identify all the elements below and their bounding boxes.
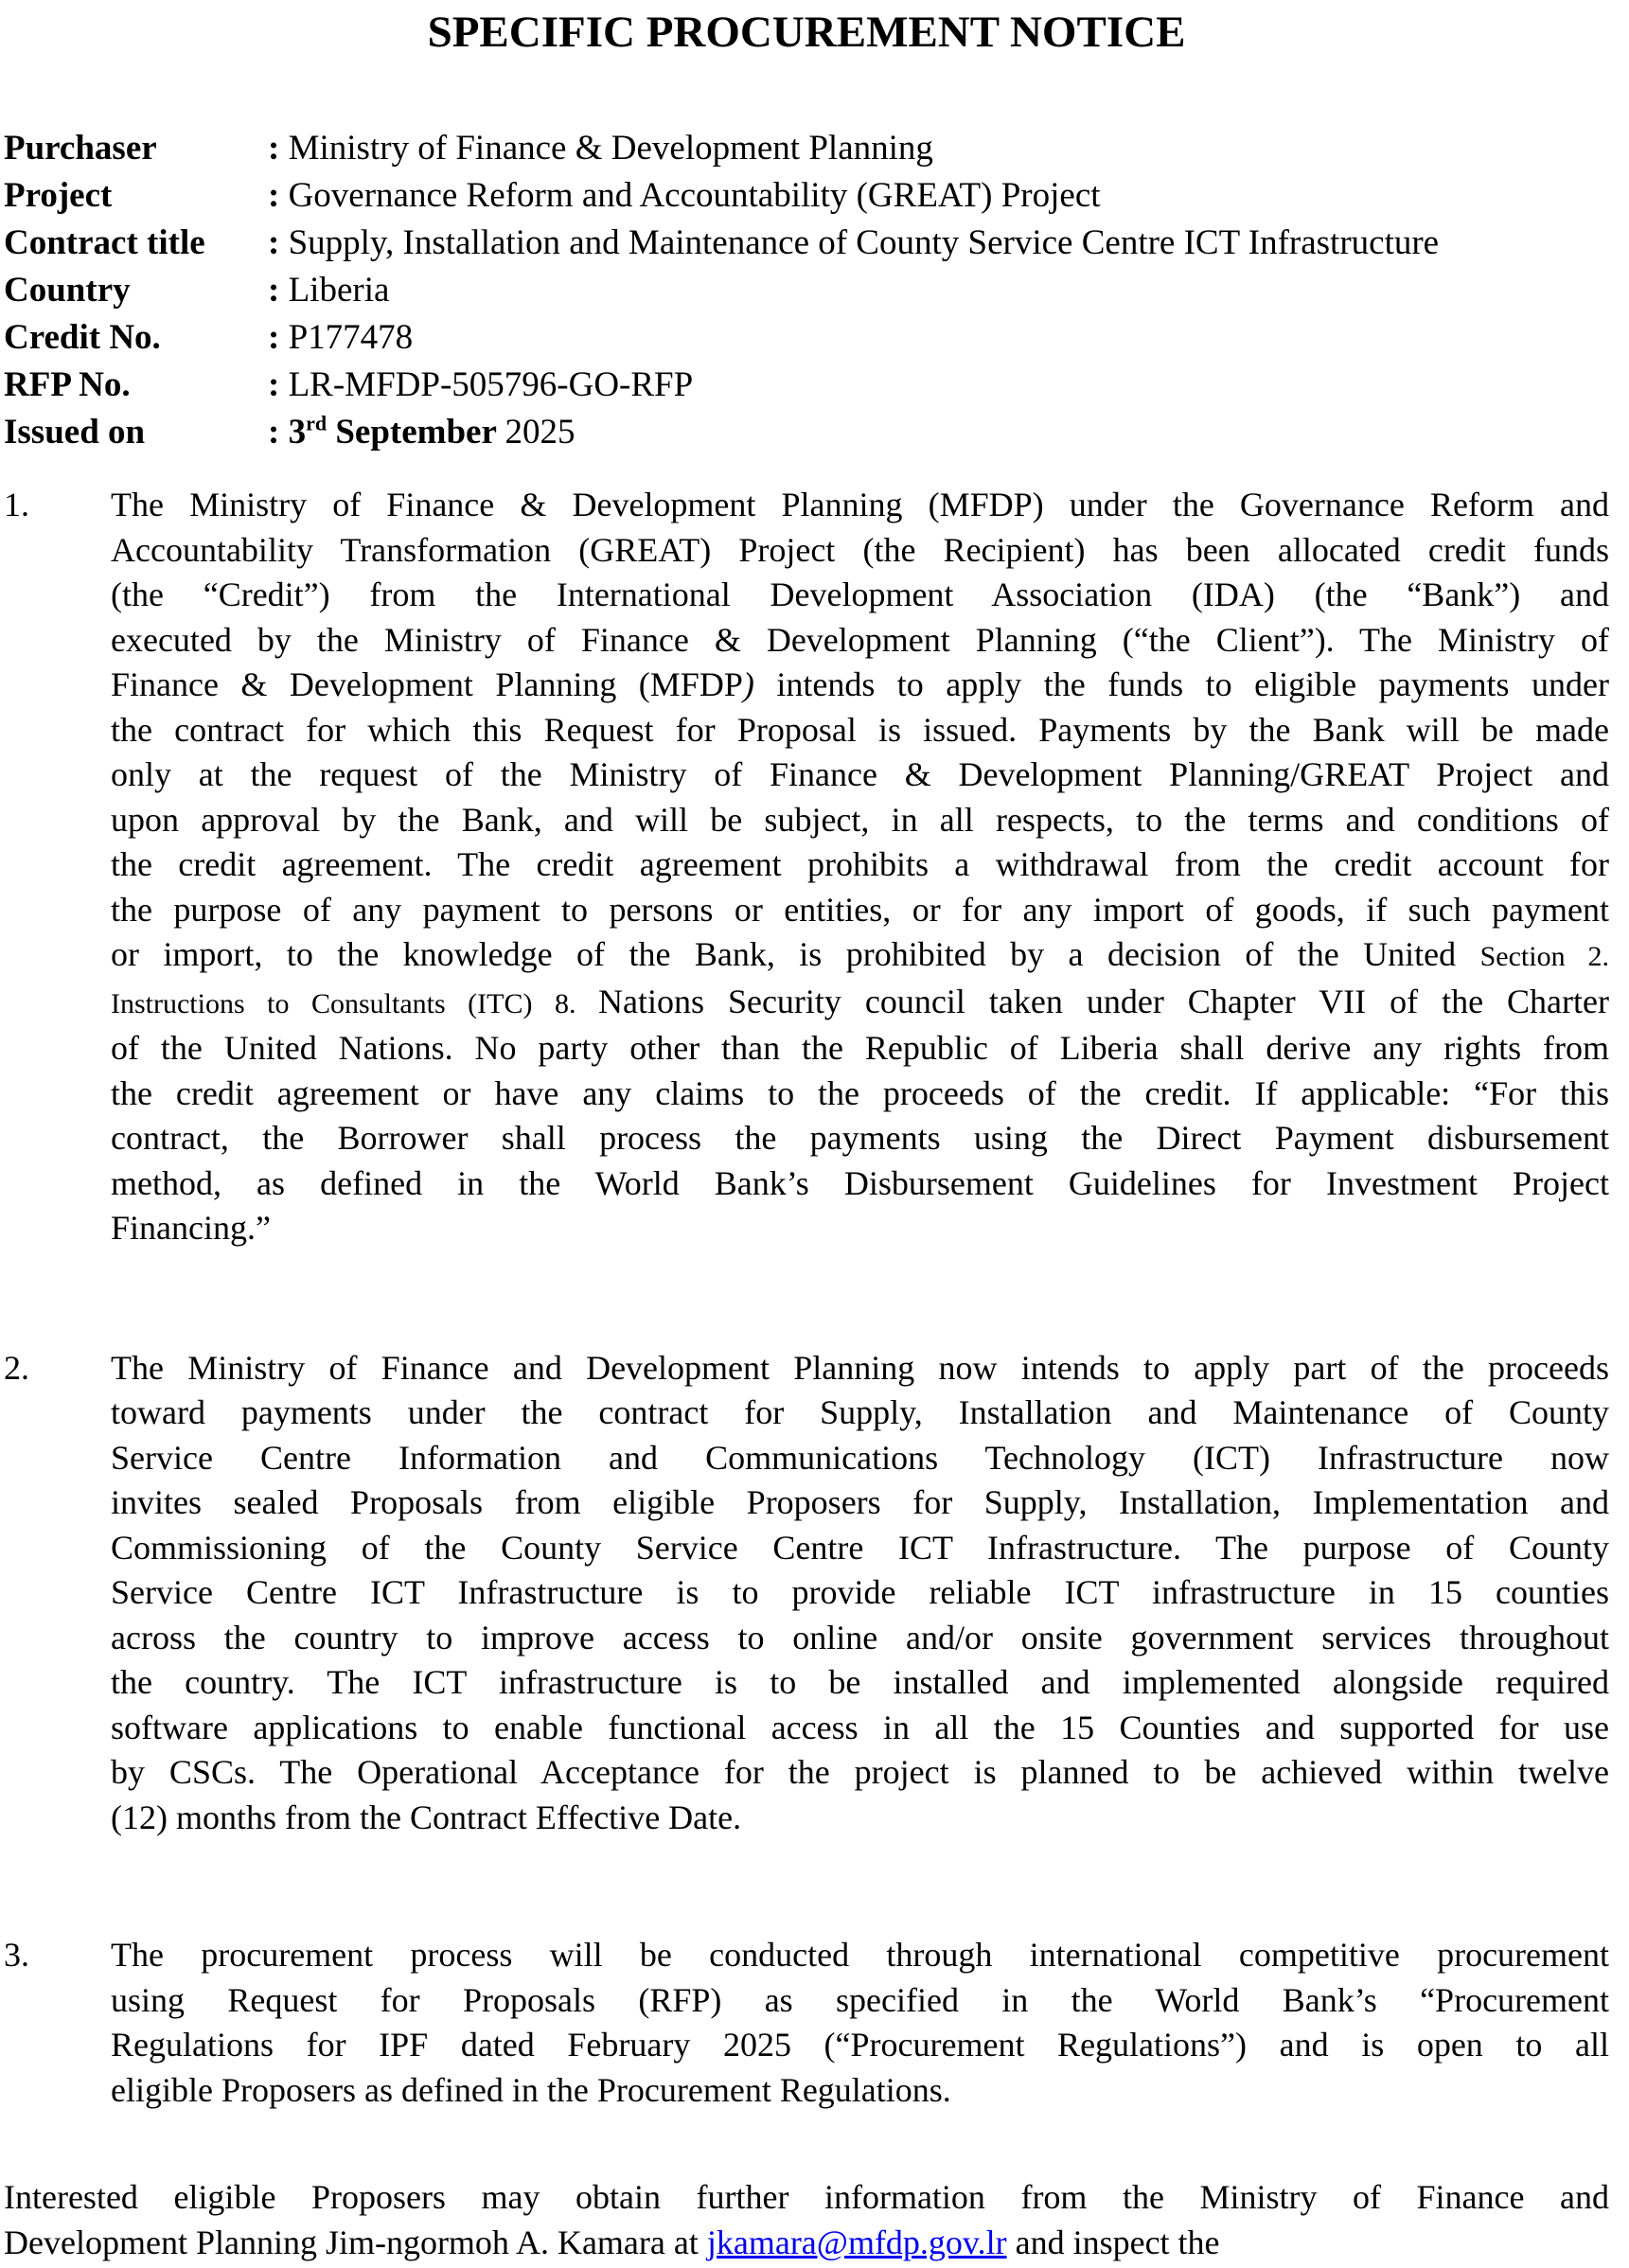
email-link[interactable]: jkamara@mfdp.gov.lr (706, 2223, 1007, 2261)
field-row (4, 172, 1609, 220)
text-segment: eligible Proposers as defined in the Procurement Regulations. (111, 2070, 951, 2109)
text-segment: contract, the Borrower shall process the payments using the Direct Payment disbursement (111, 1119, 1609, 1157)
text-segment: September (327, 413, 505, 452)
text-line (111, 842, 1609, 888)
field-label: Contract title (4, 223, 205, 262)
text-segment: the credit agreement or have any claims to the proceeds of the credit. If applicable: “For this (111, 1073, 1609, 1112)
text-segment: invites sealed Proposals from eligible Proposers for Supply, Installation, Implementation and (111, 1483, 1609, 1521)
text-segment: Accountability Transformation (GREAT) Project (the Recipient) has been allocated credit funds (111, 530, 1609, 569)
text-line (111, 2068, 1609, 2114)
field-value (268, 172, 1101, 220)
text-segment: the country. The ICT infrastructure is to be installed and implemented alongside required (111, 1663, 1609, 1701)
text-segment: and inspect the (1006, 2223, 1220, 2261)
text-segment: the contract for which this Request for Proposal is issued. Payments by the Bank will be made (111, 710, 1609, 749)
fields-list (4, 125, 1609, 456)
field-value (268, 362, 693, 409)
field-colon: : (268, 365, 289, 404)
field-value (268, 220, 1439, 267)
text-line (111, 1660, 1609, 1706)
text-line (111, 1616, 1609, 1661)
text-line (111, 1346, 1609, 1391)
text-line (111, 1706, 1609, 1751)
text-line (111, 1526, 1609, 1571)
paragraph-number: 2. (4, 1348, 29, 1387)
text-line (111, 1391, 1609, 1436)
field-colon: : (268, 271, 289, 310)
text-line (111, 1570, 1609, 1616)
paragraph (4, 1933, 1609, 2113)
field-row (4, 409, 1609, 456)
text-segment: across the country to improve access to online and/or onsite government services throughout (111, 1618, 1609, 1657)
text-segment: Service Centre ICT Infrastructure is to provide reliable ICT infrastructure in 15 counties (111, 1573, 1609, 1611)
text-segment: LR-MFDP-505796-GO-RFP (288, 365, 694, 404)
text-line (111, 1072, 1609, 1117)
text-segment: Financing.” (111, 1209, 271, 1247)
text-line (111, 798, 1609, 843)
paragraph-number: 1. (4, 486, 29, 523)
field-value (268, 409, 575, 456)
page-title: SPECIFIC PROCUREMENT NOTICE (427, 8, 1186, 57)
field-value (268, 125, 933, 172)
text-segment: The procurement process will be conducted through international competitive procurement (111, 1936, 1609, 1974)
text-segment: P177478 (288, 318, 414, 357)
text-segment: software applications to enable functional access in all the 15 Counties and supported for use (111, 1708, 1609, 1746)
paragraph (4, 2175, 1609, 2265)
text-line (111, 1161, 1609, 1207)
text-segment: Ministry of Finance & Development Planning (288, 129, 933, 168)
text-line (111, 528, 1609, 574)
text-line (111, 1206, 1609, 1251)
text-line (4, 2175, 1609, 2221)
field-row (4, 314, 1609, 362)
text-line (111, 980, 1609, 1027)
text-segment: Commissioning of the County Service Centre ICT Infrastructure. The purpose of County (111, 1528, 1609, 1567)
text-segment: ) (742, 665, 754, 703)
text-line (111, 1750, 1609, 1796)
text-segment: 2025 (505, 413, 575, 452)
text-segment: intends to apply the funds to eligible payments under (753, 665, 1610, 703)
text-line (111, 1026, 1609, 1072)
text-segment: Interested eligible Proposers may obtain further information from the Ministry of Finance and (4, 2178, 1609, 2216)
field-colon: : (268, 176, 289, 215)
text-line (111, 1796, 1609, 1841)
text-line (111, 618, 1609, 664)
field-row (4, 220, 1609, 267)
text-line (111, 1480, 1609, 1526)
text-line (111, 2023, 1609, 2068)
text-segment: Development Planning Jim-ngormoh A. Kamara at (4, 2223, 707, 2261)
field-label: Country (4, 271, 131, 310)
text-segment: (the “Credit”) from the International Development Association (IDA) (the “Bank”) and (111, 576, 1609, 613)
field-row (4, 362, 1609, 409)
paragraph (4, 1346, 1609, 1841)
text-segment: Nations Security council taken under Chapter VII of the Charter (597, 982, 1609, 1020)
text-line (111, 1436, 1609, 1481)
text-line (4, 2221, 1609, 2266)
field-colon: : (268, 413, 289, 452)
text-line (111, 483, 1609, 528)
text-segment: of the United Nations. No party other than the Republic of Liberia shall derive any rights from (111, 1029, 1609, 1067)
text-segment: the purpose of any payment to persons or entities, or for any import of goods, if such payment (111, 890, 1609, 929)
text-segment: Service Centre Information and Communications Technology (ICT) Infrastructure now (111, 1438, 1609, 1477)
text-line (111, 1978, 1609, 2024)
text-segment: using Request for Proposals (RFP) as specified in the World Bank’s “Procurement (111, 1980, 1609, 2019)
text-segment: Supply, Installation and Maintenance of County Service Centre ICT Infrastructure (288, 223, 1440, 262)
text-segment: method, as defined in the World Bank’s Disbursement Guidelines for Investment Project (111, 1163, 1609, 1202)
field-label: Purchaser (4, 129, 157, 168)
text-segment: Regulations for IPF dated February 2025 (“Procurement Regulations”) and is open to all (111, 2026, 1609, 2064)
paragraph-list (4, 483, 1609, 2265)
field-label: RFP No. (4, 365, 131, 404)
text-line (111, 932, 1609, 980)
field-value (268, 314, 413, 362)
small-text: Instructions to Consultants (ITC) 8. (111, 987, 598, 1019)
field-row (4, 267, 1609, 314)
field-colon: : (268, 318, 289, 357)
text-line (111, 888, 1609, 933)
text-line (111, 1933, 1609, 1978)
small-text: Section 2. (1479, 941, 1609, 972)
text-segment: The Ministry of Finance & Development Planning (MFDP) under the Governance Reform and (111, 486, 1609, 523)
text-line (111, 663, 1609, 708)
text-segment: toward payments under the contract for Supply, Installation and Maintenance of County (111, 1393, 1609, 1431)
paragraph-number: 3. (4, 1936, 29, 1974)
text-line (111, 1116, 1609, 1161)
text-segment: Governance Reform and Accountability (GREAT) Project (288, 176, 1101, 215)
text-segment: executed by the Ministry of Finance & Development Planning (“the Client”). The Ministry of (111, 620, 1609, 659)
field-label: Issued on (4, 413, 146, 452)
field-row (4, 125, 1609, 172)
text-segment: 3 (288, 413, 307, 452)
field-label: Credit No. (4, 318, 161, 357)
text-segment: rd (306, 411, 328, 435)
paragraph (4, 483, 1609, 1251)
text-line (111, 708, 1609, 753)
text-segment: Liberia (288, 271, 390, 310)
field-colon: : (268, 223, 289, 262)
field-colon: : (268, 129, 289, 168)
text-segment: by CSCs. The Operational Acceptance for the project is planned to be achieved within twelve (111, 1753, 1609, 1791)
text-segment: Finance & Development Planning (MFDP (111, 665, 743, 703)
text-segment: The Ministry of Finance and Development Planning now intends to apply part of the proceeds (111, 1348, 1609, 1387)
text-segment: the credit agreement. The credit agreement prohibits a withdrawal from the credit account for (111, 845, 1609, 883)
text-line (111, 573, 1609, 618)
text-segment: or import, to the knowledge of the Bank, is prohibited by a decision of the United (111, 935, 1480, 973)
text-segment: (12) months from the Contract Effective Date. (111, 1798, 742, 1836)
field-label: Project (4, 176, 113, 215)
text-segment: only at the request of the Ministry of Finance & Development Planning/GREAT Project and (111, 755, 1609, 793)
text-line (111, 753, 1609, 798)
field-value (268, 267, 389, 314)
text-segment: upon approval by the Bank, and will be subject, in all respects, to the terms and conditions of (111, 800, 1609, 839)
